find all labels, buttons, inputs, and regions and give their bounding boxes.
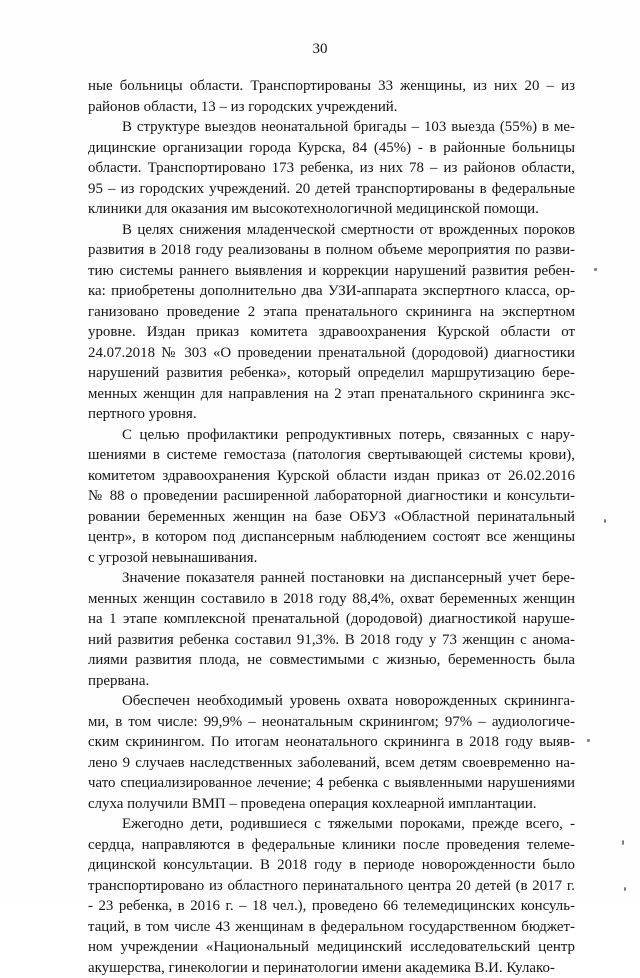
text-line: В структуре выездов неонатальной бригады – 103 выезда (55%) в ме- [88, 117, 575, 138]
text-line: 95 – из городских учреждений. 20 детей транспортированы в федеральные [88, 179, 575, 200]
paragraph [88, 220, 575, 425]
text-line: лено 9 случаев наследственных заболеваний, всем детям своевременно на- [88, 753, 575, 774]
text-line: лиями развития плода, не совместимыми с жизнью, беременность была [88, 650, 575, 671]
text-line: ским скринингом. По итогам неонатального скрининга в 2018 году выяв- [88, 732, 575, 753]
text-line: ганизовано проведение 2 этапа пренатального скрининга на экспертном [88, 302, 575, 323]
scan-speck [604, 519, 606, 523]
scan-speck [587, 739, 590, 742]
paragraph [88, 568, 575, 691]
text-line: прервана. [88, 671, 575, 692]
text-line: акушерства, гинекологии и перинатологии имени академика В.И. Кулако- [88, 958, 575, 978]
text-line: ка: приобретены дополнительно два УЗИ-аппарата экспертного класса, ор- [88, 281, 575, 302]
text-line: менных женщин для направления на 2 этап пренатального скрининга экс- [88, 384, 575, 405]
scan-speck [622, 840, 624, 845]
text-line: сердца, направляются в федеральные клиники после проведения телеме- [88, 835, 575, 856]
page-number: 30 [0, 40, 640, 58]
scan-speck [624, 887, 626, 891]
text-line: ми, в том числе: 99,9% – неонатальным скринингом; 97% – аудиологиче- [88, 712, 575, 733]
text-line: таций, в том числе 43 женщинам в федеральном государственном бюджет- [88, 917, 575, 938]
text-line: - 23 ребенка, в 2016 г. – 18 чел.), проведено 66 телемедицинских консуль- [88, 896, 575, 917]
text-line: С целью профилактики репродуктивных потерь, связанных с нару- [88, 425, 575, 446]
text-line: развития в 2018 году реализованы в полном объеме мероприятия по разви- [88, 240, 575, 261]
paragraph [88, 691, 575, 814]
text-line: нарушений развития ребенка», который определил маршрутизацию бере- [88, 363, 575, 384]
text-line: слуха получили ВМП – проведена операция кохлеарной имплантации. [88, 794, 575, 815]
paragraph [88, 117, 575, 220]
text-line: ном учреждении «Национальный медицинский исследовательский центр [88, 937, 575, 958]
text-line: Значение показателя ранней постановки на диспансерный учет бере- [88, 568, 575, 589]
body-text [88, 76, 575, 978]
text-line: на 1 этапе комплексной пренатальной (дородовой) диагностикой наруше- [88, 609, 575, 630]
text-line: пертного уровня. [88, 404, 575, 425]
text-line: ний развития ребенка составил 91,3%. В 2018 году у 73 женщин с анома- [88, 630, 575, 651]
text-line: дицинской консультации. В 2018 году в периоде новорожденности было [88, 855, 575, 876]
text-line: чато специализированное лечение; 4 ребенка с выявленными нарушениями [88, 773, 575, 794]
paragraph [88, 814, 575, 978]
text-line: комитетом здравоохранения Курской области издан приказ от 26.02.2016 [88, 466, 575, 487]
text-line: дицинские организации города Курска, 84 (45%) - в районные больницы [88, 138, 575, 159]
text-line: Ежегодно дети, родившиеся с тяжелыми пороками, прежде всего, - [88, 814, 575, 835]
text-line: центр», в котором под диспансерным наблюдением состоят все женщины [88, 527, 575, 548]
text-line: шениями в системе гемостаза (патология свертывающей системы крови), [88, 445, 575, 466]
text-line: тию системы раннего выявления и коррекции нарушений развития ребен- [88, 261, 575, 282]
text-line: Обеспечен необходимый уровень охвата новорожденных скрининга- [88, 691, 575, 712]
text-line: области. Транспортировано 173 ребенка, из них 78 – из районов области, [88, 158, 575, 179]
text-line: транспортировано из областного перинатального центра 20 детей (в 2017 г. [88, 876, 575, 897]
text-line: районов области, 13 – из городских учреждений. [88, 97, 575, 118]
text-line: ровании беременных женщин на базе ОБУЗ «Областной перинатальный [88, 507, 575, 528]
text-line: с угрозой невынашивания. [88, 548, 575, 569]
scan-speck [594, 268, 597, 271]
paragraph [88, 76, 575, 117]
text-line: уровне. Издан приказ комитета здравоохранения Курской области от [88, 322, 575, 343]
text-line: № 88 о проведении расширенной лабораторной диагностики и консульти- [88, 486, 575, 507]
paragraph [88, 425, 575, 569]
text-line: В целях снижения младенческой смертности от врожденных пороков [88, 220, 575, 241]
text-line: клиники для оказания им высокотехнологичной медицинской помощи. [88, 199, 575, 220]
text-line: менных женщин составило в 2018 году 88,4%, охват беременных женщин [88, 589, 575, 610]
text-line: ные больницы области. Транспортированы 33 женщины, из них 20 – из [88, 76, 575, 97]
text-line: 24.07.2018 № 303 «О проведении пренатальной (дородовой) диагностики [88, 343, 575, 364]
